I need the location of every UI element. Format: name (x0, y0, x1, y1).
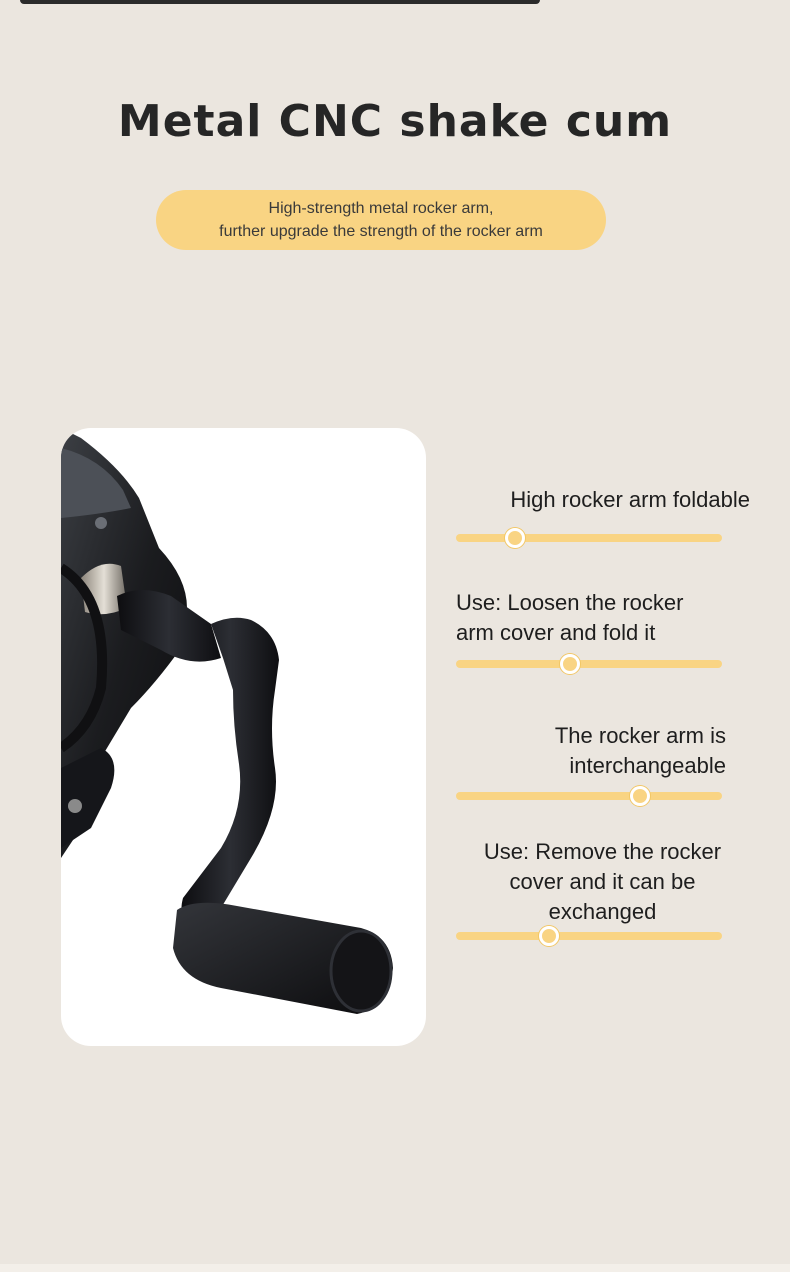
feature-2 (456, 588, 756, 648)
subtitle-line-1: High-strength metal rocker arm, (268, 200, 494, 217)
product-photo-card (61, 428, 426, 1046)
feature-2-slider (456, 660, 722, 668)
feature-3-slider-knob (630, 786, 650, 806)
bottom-strip (0, 1264, 790, 1272)
page-title: Metal CNC shake cum (117, 96, 673, 147)
feature-3 (456, 721, 756, 781)
reel-handle-illustration (61, 428, 426, 1046)
feature-1-slider-knob (505, 528, 525, 548)
feature-1-text: High rocker arm foldable (510, 487, 750, 512)
subtitle-pill (156, 190, 606, 250)
feature-4-text: Use: Remove the rocker cover and it can be exchanged (483, 839, 722, 924)
feature-4 (440, 837, 765, 927)
feature-2-slider-knob (560, 654, 580, 674)
feature-4-slider (456, 932, 722, 940)
top-strip (0, 0, 790, 5)
feature-4-slider-knob (539, 926, 559, 946)
feature-2-text: Use: Loosen the rocker arm cover and fold it (456, 590, 684, 645)
top-product-edge (20, 0, 540, 4)
feature-1 (456, 485, 756, 515)
feature-3-text: The rocker arm is interchangeable (554, 723, 726, 778)
feature-3-slider (456, 792, 722, 800)
feature-1-slider (456, 534, 722, 542)
subtitle-line-2: further upgrade the strength of the rocker arm (219, 223, 543, 240)
